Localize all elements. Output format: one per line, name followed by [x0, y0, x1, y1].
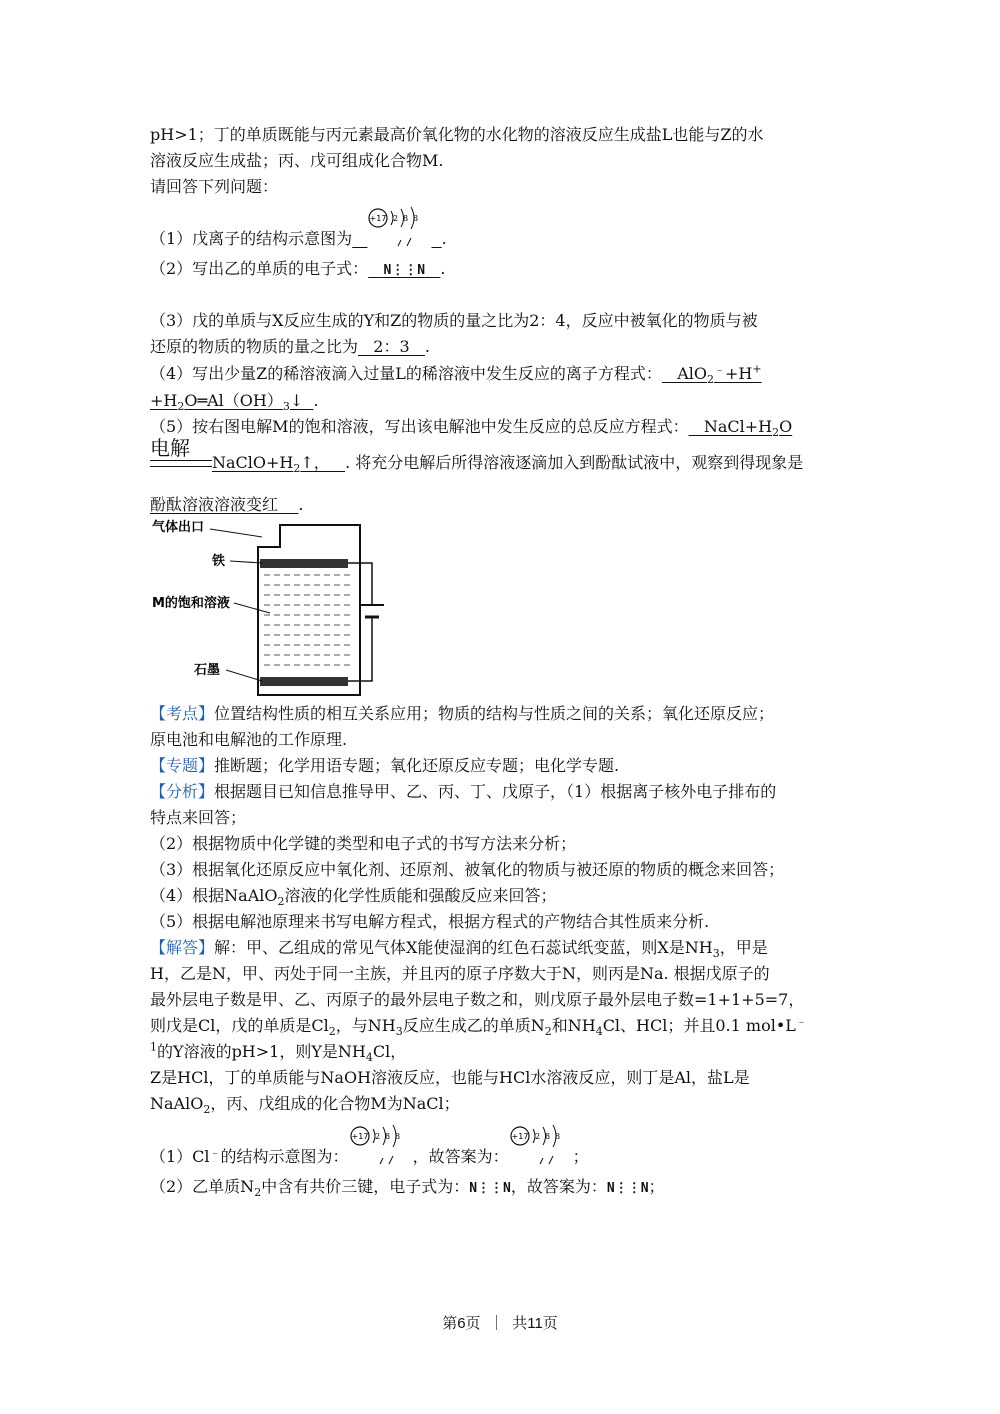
equals-bar — [150, 460, 212, 467]
a2-sub: 2 — [254, 1186, 262, 1200]
shell-3: 8 — [413, 213, 419, 223]
jieda-4-sub2: 3 — [395, 1025, 403, 1039]
q5-answer-2-value: 酚酞溶液溶液变红 — [150, 495, 279, 514]
question-3-end: . — [424, 337, 431, 356]
a2-c: ，故答案为： — [510, 1177, 607, 1196]
jieda-1-b: ，甲是 — [719, 938, 768, 957]
question-4-end: . — [313, 391, 319, 410]
jieda-4-sup: ﹣ — [795, 1014, 807, 1028]
fenxi-text-1: 根据题目已知信息推导甲、乙、丙、丁、戊原子，（1）根据离子核外电子排布的 — [214, 782, 777, 801]
cl-ion-structure-icon — [349, 1124, 413, 1166]
q4-ans-b-sup: + — [752, 362, 762, 376]
question-2 — [150, 258, 445, 282]
q5-ans-a: NaCl+H — [703, 417, 773, 436]
jieda-1-sub: 3 — [712, 947, 720, 961]
jieda-tag: 【解答】 — [150, 938, 215, 957]
jieda-4-sub1: 2 — [328, 1025, 336, 1039]
intro-line-2: 溶液反应生成盐；丙、戊可组成化合物M. — [150, 151, 444, 170]
q5-ans-b-sub: 2 — [293, 462, 301, 476]
question-4-answer-part-2 — [150, 391, 313, 414]
a1-d: ； — [572, 1147, 589, 1166]
jieda-7-a: NaAlO — [150, 1094, 204, 1113]
graphite-electrode — [260, 677, 348, 686]
container — [258, 525, 360, 695]
page-total: 共11页 — [512, 1315, 558, 1332]
q4-ans-d: O═Al（OH） — [184, 391, 283, 410]
page-footer — [0, 1312, 1000, 1333]
a2-b: 中含有共价三键，电子式为： — [261, 1177, 470, 1196]
cl-ion-structure-icon-answer — [509, 1124, 573, 1166]
jieda-1-a: 解：甲、乙组成的常见气体X能使湿润的红色石蕊试纸变蓝，则X是NH — [214, 938, 713, 957]
question-1-text: （1）戊离子的结构示意图为 — [150, 229, 353, 248]
shell-2b: 8 — [384, 1131, 390, 1141]
fenxi-line-3: （2）根据物质中化学键的类型和电子式的书写方法来分析； — [150, 834, 577, 853]
a1-a: （1）Cl — [150, 1147, 210, 1166]
question-2-blank — [368, 259, 440, 278]
label-gas-outlet: 气体出口 — [152, 520, 205, 535]
cl-ion-structure-diagram — [367, 206, 431, 248]
nucleus-charge-3: +17 — [511, 1131, 529, 1141]
iron-electrode — [260, 559, 348, 568]
question-5-end: . — [298, 495, 304, 514]
liquid — [264, 575, 354, 665]
fenxi-5-a: （4）根据NaAlO — [150, 886, 278, 905]
jieda-4-a: 则戊是Cl，戊的单质是Cl — [150, 1016, 329, 1035]
label-solution: M的饱和溶液 — [152, 596, 230, 611]
jieda-7-sub: 2 — [203, 1103, 211, 1117]
question-4-answer-part-1 — [662, 362, 762, 387]
question-2-text: （2）写出乙的单质的电子式： — [150, 259, 369, 278]
fenxi-line-1 — [150, 781, 776, 803]
q5-ans-a-sub: 2 — [772, 426, 780, 440]
question-prompt: 请回答下列问题： — [150, 177, 279, 196]
q4-ans-a-sup: ﹣ — [714, 362, 725, 376]
shell-2: 8 — [403, 213, 409, 223]
a1-b: 的结构示意图为： — [220, 1147, 349, 1166]
a1-sup: ﹣ — [209, 1145, 221, 1159]
n2-lewis-formula: N⋮⋮N — [383, 263, 426, 278]
jieda-4-d: 和NH — [551, 1016, 596, 1035]
intro-line-1: pH>1；丁的单质既能与丙元素最高价氧化物的水化物的溶液反应生成盐L也能与Z的水 — [150, 125, 764, 144]
page-number: 第6页 — [442, 1315, 481, 1332]
n2-lewis-formula-3: N⋮⋮N — [606, 1181, 649, 1196]
jieda-4-sub3: 2 — [544, 1025, 552, 1039]
fenxi-line-5 — [150, 885, 557, 907]
shell-3b: 8 — [394, 1131, 400, 1141]
question-4-line-2 — [150, 390, 319, 412]
fenxi-line-6: （5）根据电解池原理来书写电解方程式，根据方程式的产物结合其性质来分析. — [150, 912, 710, 931]
label-iron: 铁 — [212, 554, 226, 569]
a1-c: ，故答案为： — [412, 1147, 509, 1166]
jieda-5-a: 的Y溶液的pH>1，则Y是NH — [157, 1042, 366, 1061]
label-graphite: 石墨 — [194, 663, 221, 678]
q5-ans-a-b: O — [779, 417, 793, 436]
zhuanti-tag: 【专题】 — [150, 756, 215, 775]
jieda-5-sup: 1 — [150, 1040, 157, 1054]
n2-lewis-formula-2: N⋮⋮N — [469, 1181, 511, 1196]
question-5-answer-2 — [150, 495, 298, 514]
jieda-line-1 — [150, 937, 768, 959]
jieda-line-5 — [150, 1041, 406, 1063]
nucleus-charge: +17 — [370, 213, 387, 223]
question-2-end: . — [440, 259, 446, 278]
jieda-4-b: ，与NH — [335, 1016, 396, 1035]
question-5-text-2: . 将充分电解后所得溶液逐滴加入到酚酞试液中，观察到得现象是 — [345, 453, 804, 472]
q4-ans-b: +H — [725, 364, 753, 383]
jieda-line-4 — [150, 1015, 807, 1037]
question-3-text: 还原的物质的物质的量之比为 — [150, 337, 359, 356]
shell-1c: 2 — [534, 1131, 540, 1141]
jieda-4-e: Cl、HCl；并且0.1 mol•L — [602, 1016, 796, 1035]
fenxi-tag: 【分析】 — [150, 782, 215, 801]
fenxi-line-2: 特点来回答； — [150, 808, 247, 827]
question-3-answer-value: 2：3 — [373, 337, 410, 356]
jieda-4-sub4: 4 — [595, 1025, 603, 1039]
jieda-line-3: 最外层电子数是甲、乙、丙原子的最外层电子数之和，则戊原子最外层电子数=1+1+5=7， — [150, 990, 805, 1009]
jieda-4-c: 反应生成乙的单质N — [402, 1016, 545, 1035]
answer-2-line — [150, 1176, 665, 1200]
question-3-answer — [358, 337, 425, 356]
q5-ans-b: NaClO+H — [212, 453, 294, 472]
question-1-end: . — [441, 229, 447, 248]
electrolysis-cell-diagram — [150, 517, 390, 702]
nucleus-charge-2: +17 — [351, 1131, 369, 1141]
q4-ans-c: +H — [150, 391, 178, 410]
question-5-answer-part-2 — [150, 453, 345, 476]
electrolysis-condition: 电解 — [150, 436, 190, 460]
answer-1-line — [150, 1131, 589, 1168]
kaodian-tag: 【考点】 — [150, 704, 215, 723]
q4-ans-d-sub: 3 — [282, 400, 290, 414]
jieda-5-b: Cl， — [372, 1042, 407, 1061]
question-3-line-2 — [150, 336, 430, 358]
q4-ans-a: AlO — [677, 364, 707, 383]
shell-3c: 8 — [554, 1131, 560, 1141]
zhuanti-line — [150, 755, 619, 777]
fenxi-line-4: （3）根据氧化还原反应中氧化剂、还原剂、被氧化的物质与被还原的物质的概念来回答； — [150, 860, 785, 879]
jieda-line-7 — [150, 1093, 460, 1115]
q4-ans-c-sub: 2 — [177, 400, 185, 414]
a2-a: （2）乙单质N — [150, 1177, 255, 1196]
question-5-text: （5）按右图电解M的饱和溶液，写出该电解池中发生反应的总反应方程式： — [150, 417, 689, 436]
footer-separator: ｜ — [488, 1315, 504, 1332]
q4-ans-e: ↓ — [289, 391, 304, 410]
shell-1b: 2 — [374, 1131, 380, 1141]
q4-ans-a-sub: 2 — [707, 373, 714, 387]
q5-ans-b-c: ↑， — [300, 453, 330, 472]
question-5-line-1 — [150, 416, 792, 438]
jieda-line-6: Z是HCl，丁的单质能与NaOH溶液反应，也能与HCl水溶液反应，则丁是Al，盐L是 — [150, 1068, 750, 1087]
jieda-line-2: H，乙是N，甲、丙处于同一主族，并且丙的原子序数大于N，则丙是Na. 根据戊原子的 — [150, 964, 770, 983]
question-5-line-2 — [150, 452, 803, 474]
kaodian-line-1 — [150, 703, 774, 725]
question-5-answer-part-1 — [689, 417, 793, 440]
question-5-line-3 — [150, 494, 303, 516]
jieda-7-b: ，丙、戊组成的化合物M为NaCl； — [210, 1094, 460, 1113]
jieda-5-sub: 4 — [365, 1051, 373, 1065]
question-1 — [150, 213, 447, 250]
kaodian-line-2: 原电池和电解池的工作原理. — [150, 730, 348, 749]
shell-2c: 8 — [544, 1131, 550, 1141]
question-4-line-1 — [150, 363, 762, 385]
shell-1: 2 — [393, 213, 399, 223]
fenxi-5-sub: 2 — [277, 895, 285, 909]
fenxi-5-b: 溶液的化学性质能和强酸反应来回答； — [284, 886, 557, 905]
question-1-blank — [352, 213, 441, 248]
kaodian-text: 位置结构性质的相互关系应用；物质的结构与性质之间的关系；氧化还原反应； — [214, 704, 775, 723]
question-4-text: （4）写出少量Z的稀溶液滴入过量L的稀溶液中发生反应的离子方程式： — [150, 364, 662, 383]
a2-d: ； — [648, 1177, 665, 1196]
zhuanti-text: 推断题；化学用语专题；氧化还原反应专题；电化学专题. — [214, 756, 620, 775]
question-3-line-1: （3）戊的单质与X反应生成的Y和Z的物质的量之比为2：4，反应中被氧化的物质与被 — [150, 311, 758, 330]
